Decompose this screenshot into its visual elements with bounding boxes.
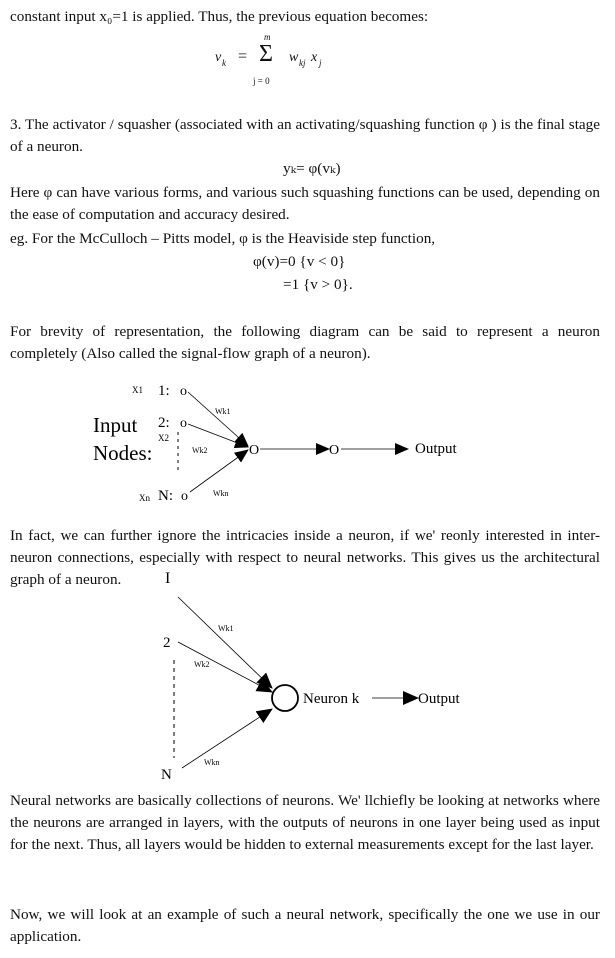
input-node-1: o (180, 384, 187, 399)
paragraph-fact: In fact, we can further ignore the intricacies inside a neuron, if we' reonly interested in inter-neuron connections, especially with respect to neural networks. This gives us the architectural graph of a neuron. (10, 527, 600, 588)
eq-term-w-sub: kj (299, 58, 306, 68)
paragraph-brevity: For brevity of representation, the following diagram can be said to represent a neuron completely (Also called the signal-flow graph of a neuron). (10, 323, 600, 362)
summing-node: O (249, 443, 260, 458)
eq-term-x-sub: j (319, 58, 322, 68)
weight-wk2: Wk2 (192, 446, 208, 455)
neuron-node (272, 685, 298, 711)
label-output: Output (418, 691, 460, 707)
edge-1 (188, 392, 248, 446)
paragraph-activator: 3. The activator / squasher (associated with an activating/squashing function φ ) is the final stage of a neuron. (10, 116, 600, 155)
weight-wk1: Wk1 (215, 407, 231, 416)
activation-node: O (329, 443, 340, 458)
label-input: Input (93, 413, 138, 437)
paragraph-eg: eg. For the McCulloch – Pitts model, φ is the Heaviside step function, (10, 230, 436, 247)
paragraph-forms: Here φ can have various forms, and various such squashing functions can be used, depending on the ease of computation and accuracy desired. (10, 184, 600, 223)
paragraph-intro: constant input x₀=1 is applied. Thus, the previous equation becomes: (10, 8, 429, 25)
label-nodes: Nodes: (93, 441, 153, 465)
paragraph-networks: Neural networks are basically collections of neurons. We' llchiefly be looking at networks where the neurons are arranged in layers, with the outputs of neurons in one layer being used as input for the next. Thus, all layers would be hidden to external measurements except for the last layer. (10, 792, 600, 853)
input-node-n: o (181, 489, 188, 504)
eq-upper: m (264, 32, 271, 42)
label-nN: N (161, 767, 172, 783)
label-n2: 2 (163, 635, 171, 651)
label-x2: X2 (158, 433, 169, 443)
paragraph-example: Now, we will look at an example of such a neural network, specifically the one we use in our application. (10, 906, 600, 945)
edge-1 (178, 597, 272, 688)
eq-term-w: w (289, 50, 299, 65)
weight-wk1: Wk1 (218, 624, 234, 633)
eq-lhs: v (215, 50, 222, 65)
equation-y: yₖ= φ(vₖ) (283, 160, 341, 177)
text-cursor: I (165, 570, 171, 587)
eq-equals: = (238, 48, 248, 65)
input-node-2: o (180, 416, 187, 431)
edge-n (190, 450, 248, 492)
weight-wkn: Wkn (213, 489, 229, 498)
eq-sigma: Σ (259, 41, 273, 67)
signal-flow-graph (0, 370, 615, 510)
label-output: Output (415, 441, 457, 457)
equation-phi-2: =1 {v > 0}. (283, 276, 353, 293)
label-n2: 2: (158, 415, 170, 431)
eq-lhs-sub: k (222, 58, 226, 68)
edge-2 (178, 642, 272, 692)
label-n1: 1: (158, 383, 170, 399)
eq-term-x: x (311, 50, 318, 65)
label-nN: N: (158, 488, 173, 504)
weight-wkn: Wkn (204, 758, 220, 767)
edge-n (182, 709, 272, 768)
architectural-graph (0, 570, 615, 783)
label-neuron: Neuron k (303, 691, 360, 707)
equation-phi-1: φ(v)=0 {v < 0} (253, 253, 346, 270)
edge-2 (188, 424, 248, 447)
weight-wk2: Wk2 (194, 660, 210, 669)
eq-lower: j = 0 (253, 76, 270, 86)
label-x1: X1 (132, 385, 143, 395)
label-xn: Xn (139, 493, 150, 503)
